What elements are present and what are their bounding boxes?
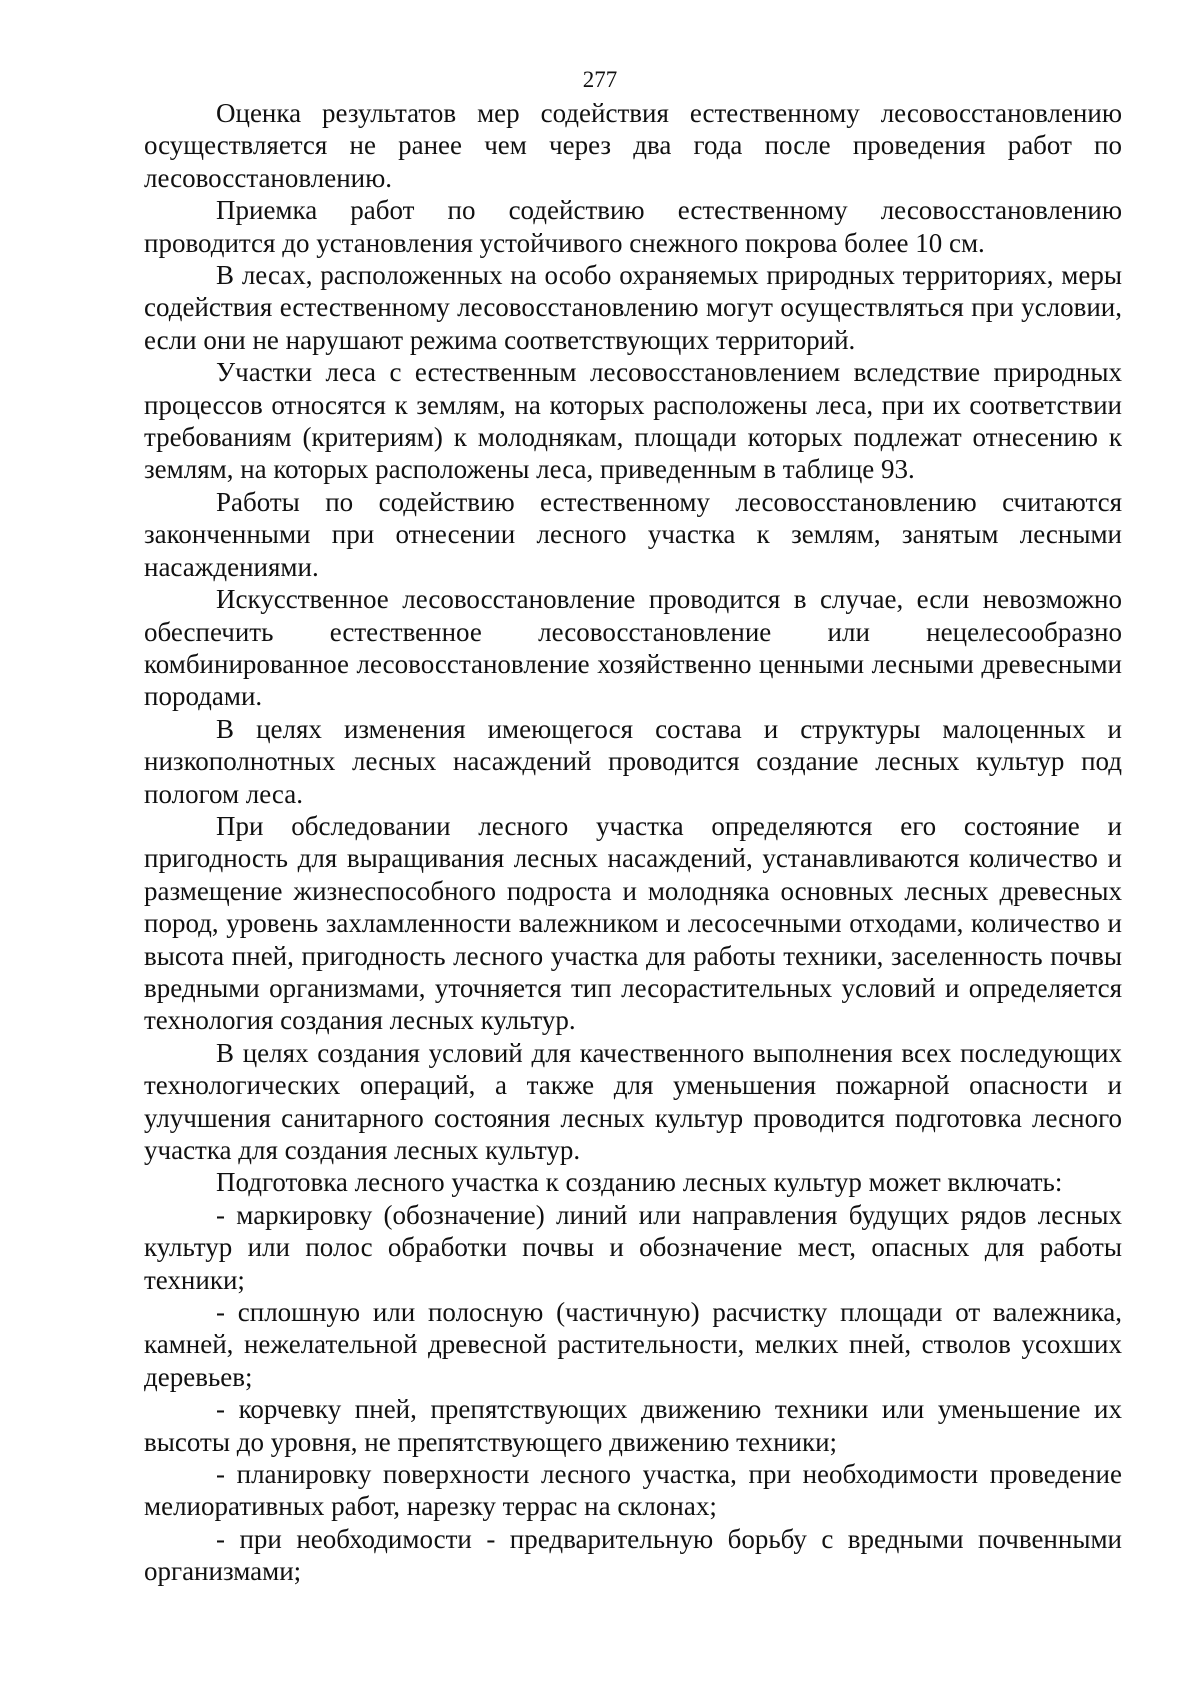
paragraph: Работы по содействию естественному лесовосстановлению считаются законченными при отнесении лесного участка к землям, занятым лесными насаждениями. — [144, 486, 1122, 582]
paragraph: При обследовании лесного участка определяются его состояние и пригодность для выращивания лесных насаждений, устанавливаются количество и размещение жизнеспособного подроста и молодняка основных лесных древесных пород, уровень захламленности валежником и лесосечными отходами, количество и высота пней, пригодность лесного участка для работы техники, заселенность почвы вредными организмами, уточняется тип лесорастительных условий и определяется технология создания лесных культур. — [144, 810, 1122, 1036]
paragraph: Оценка результатов мер содействия естественному лесовосстановлению осуществляется не ранее чем через два года после проведения работ по лесовосстановлению. — [144, 98, 1122, 193]
list-item: - маркировку (обозначение) линий или направления будущих рядов лесных культур или полос обработки почвы и обозначение мест, опасных для работы техники; — [144, 1199, 1122, 1295]
paragraph: Подготовка лесного участка к созданию лесных культур может включать: — [216, 1167, 1063, 1198]
paragraph: В лесах, расположенных на особо охраняемых природных территориях, меры содействия естественному лесовосстановлению могут осуществляться при условии, если они не нарушают режима соответствующих территорий. — [144, 260, 1122, 355]
list-item: - при необходимости - предварительную борьбу с вредными почвенными организмами; — [144, 1523, 1122, 1587]
paragraph: В целях изменения имеющегося состава и структуры малоценных и низкополнотных лесных насаждений проводится создание лесных культур под пологом леса. — [144, 713, 1122, 809]
paragraph: Приемка работ по содействию естественному лесовосстановлению проводится до установления устойчивого снежного покрова более 10 см. — [144, 195, 1122, 258]
list-item: - сплошную или полосную (частичную) расчистку площади от валежника, камней, нежелательной древесной растительности, мелких пней, стволов усохших деревьев; — [144, 1297, 1122, 1392]
document-body — [144, 97, 1122, 1588]
paragraph: Участки леса с естественным лесовосстановлением вследствие природных процессов относятся к землям, на которых расположены леса, при их соответствии требованиям (критериям) к молоднякам, площади которых подлежат отнесению к землям, на которых расположены леса, приведенным в таблице 93. — [144, 357, 1122, 485]
list-item: - корчевку пней, препятствующих движению техники или уменьшение их высоты до уровня, не препятствующего движению техники; — [144, 1394, 1122, 1457]
paragraph: Искусственное лесовосстановление проводится в случае, если невозможно обеспечить естественное лесовосстановление или нецелесообразно комбинированное лесовосстановление хозяйственно ценными лесными древесными породами. — [144, 584, 1122, 712]
page-number: 277 — [582, 67, 618, 92]
list-item: - планировку поверхности лесного участка, при необходимости проведение мелиоративных работ, нарезку террас на склонах; — [144, 1459, 1122, 1522]
paragraph: В целях создания условий для качественного выполнения всех последующих технологических операций, а также для уменьшения пожарной опасности и улучшения санитарного состояния лесных культур проводится подготовка лесного участка для создания лесных культур. — [144, 1037, 1122, 1165]
